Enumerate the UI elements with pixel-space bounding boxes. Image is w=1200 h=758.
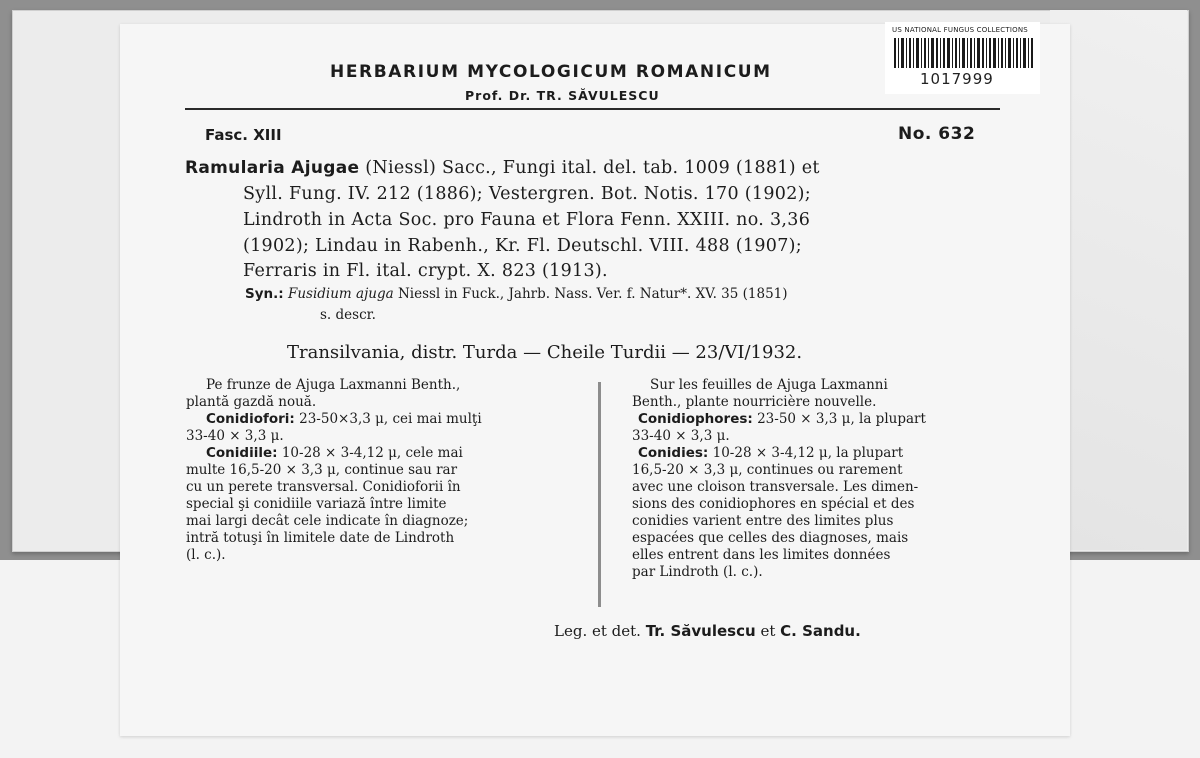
citation-line-2: Syll. Fung. IV. 212 (1886); Vestergren. Bot. Notis. 170 (1902); [243,184,811,204]
fr-line: 23-50 × 3,3 μ, la plupart [757,411,926,427]
synonym-reference: Niessl in Fuck., Jahrb. Nass. Ver. f. Natur*. XV. 35 (1851) [397,286,788,302]
synonym-label: Syn.: [245,286,284,302]
citation-line-4: (1902); Lindau in Rabenh., Kr. Fl. Deutschl. VIII. 488 (1907); [243,236,802,256]
citation-line-1 [185,158,820,178]
ro-line: Pe frunze de Ajuga Laxmanni Benth., [206,377,461,393]
ro-line: 23-50×3,3 μ, cei mai mulţi [299,411,482,427]
fr-conidia-label: Conidies: [638,445,709,461]
locality: Transilvania, distr. Turda — Cheile Turdii — 23/VI/1932. [287,342,803,363]
collector-name-2: C. Sandu. [780,622,861,640]
barcode-number: 1017999 [920,70,994,88]
fr-line: avec une cloison transversale. Les dimen- [632,479,919,495]
herbarium-title: HERBARIUM MYCOLOGICUM ROMANICUM [330,62,772,82]
species-name: Ramularia Ajugae [185,158,360,178]
fr-line: par Lindroth (l. c.). [632,564,763,580]
ro-line: (l. c.). [186,547,226,563]
fr-line: Benth., plante nourricière nouvelle. [632,394,877,410]
romanian-description [186,377,482,564]
ro-line: plantă gazdă nouă. [186,394,317,410]
barcode-institution: US NATIONAL FUNGUS COLLECTIONS [892,26,1028,34]
collector-name-1: Tr. Săvulescu [645,622,756,640]
barcode-icon [894,38,1034,68]
fr-line: 16,5-20 × 3,3 μ, continues ou rarement [632,462,903,478]
ro-line: 33-40 × 3,3 μ. [186,428,284,444]
citation-authority: (Niessl) Sacc., Fungi ital. del. tab. 1009 (1881) et [365,158,820,178]
ro-line: cu un perete transversal. Conidioforii în [186,479,461,495]
fr-conidiophores-label: Conidiophores: [638,411,753,427]
ro-line: special şi conidiile variază între limite [186,496,447,512]
fr-line: conidies varient entre des limites plus [632,513,894,529]
french-description [632,377,926,581]
ro-line: intră totuşi în limitele date de Lindroth [186,530,455,546]
ro-line: multe 16,5-20 × 3,3 μ, continue sau rar [186,462,458,478]
fascicle: Fasc. XIII [205,126,282,144]
ro-conidia-label: Conidiile: [206,445,278,461]
specimen-number: No. 632 [898,124,976,144]
citation-line-3: Lindroth in Acta Soc. pro Fauna et Flora Fenn. XXIII. no. 3,36 [243,210,811,230]
header-rule [185,108,1000,110]
collector-et: et [760,622,776,640]
collector-line [554,622,861,640]
fr-line: Sur les feuilles de Ajuga Laxmanni [650,377,888,393]
herbarium-subtitle: Prof. Dr. TR. SĂVULESCU [465,88,660,103]
column-divider [598,382,601,607]
synonym [245,286,788,302]
citation-line-5: Ferraris in Fl. ital. crypt. X. 823 (1913). [243,261,608,281]
fr-line: 10-28 × 3-4,12 μ, la plupart [712,445,904,461]
fr-line: elles entrent dans les limites données [632,547,891,563]
fr-line: 33-40 × 3,3 μ. [632,428,730,444]
ro-conidiophores-label: Conidiofori: [206,411,295,427]
ro-line: mai largi decât cele indicate în diagnoze; [186,513,469,529]
fr-line: sions des conidiophores en spécial et des [632,496,915,512]
fr-line: espacées que celles des diagnoses, mais [632,530,909,546]
synonym-line-2: s. descr. [320,307,376,323]
synonym-name: Fusidium ajuga [287,286,394,302]
ro-line: 10-28 × 3-4,12 μ, cele mai [281,445,463,461]
collector-prefix: Leg. et det. [554,622,641,640]
envelope-flap [1050,10,1187,550]
